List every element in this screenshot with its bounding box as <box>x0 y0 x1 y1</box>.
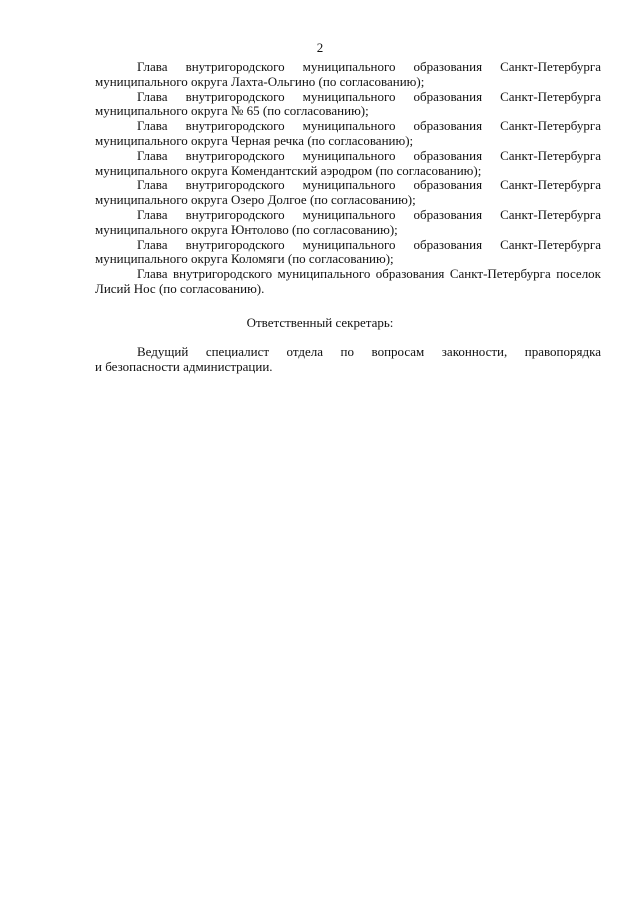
secretary-paragraph <box>95 345 601 375</box>
entry-line: муниципального округа № 65 (по согласованию); <box>95 103 369 119</box>
entry-line: Глава внутригородского муниципального образования Санкт-Петербурга <box>137 237 601 252</box>
entry-line: муниципального округа Юнтолово (по согласованию); <box>95 221 398 237</box>
entry-line: муниципального округа Черная речка (по согласованию); <box>95 132 414 148</box>
entry-line: муниципального округа Комендантский аэродром (по согласованию); <box>95 162 482 178</box>
entry-line: Глава внутригородского муниципального образования Санкт-Петербурга <box>137 207 601 222</box>
entry-line: Лисий Нос (по согласованию). <box>95 280 265 296</box>
secretary-heading: Ответственный секретарь: <box>246 315 394 330</box>
list-item <box>95 178 601 208</box>
entry-line: Глава внутригородского муниципального образования Санкт-Петербурга <box>137 178 601 193</box>
entry-line: муниципального округа Лахта-Ольгино (по согласованию); <box>95 73 425 89</box>
entry-line: муниципального округа Озеро Долгое (по согласованию); <box>95 192 416 208</box>
list-item <box>95 60 601 90</box>
entry-line: Глава внутригородского муниципального образования Санкт-Петербурга <box>137 89 601 104</box>
list-item <box>95 149 601 179</box>
list-item <box>95 90 601 120</box>
list-item <box>95 208 601 238</box>
entry-line: Глава внутригородского муниципального образования Санкт-Петербурга <box>137 60 601 74</box>
members-list <box>95 60 601 297</box>
list-item <box>95 267 601 297</box>
entry-line: муниципального округа Коломяги (по согласованию); <box>95 251 394 267</box>
secretary-line: Ведущий специалист отдела по вопросам законности, правопорядка <box>137 345 601 359</box>
entry-line: Глава внутригородского муниципального образования Санкт-Петербурга <box>137 119 601 134</box>
page-number: 2 <box>316 40 324 55</box>
entry-line: Глава внутригородского муниципального образования Санкт-Петербурга <box>137 148 601 163</box>
secretary-line: и безопасности администрации. <box>95 358 273 374</box>
entry-line: Глава внутригородского муниципального образования Санкт-Петербурга поселок <box>137 267 601 282</box>
list-item <box>95 119 601 149</box>
list-item <box>95 238 601 268</box>
